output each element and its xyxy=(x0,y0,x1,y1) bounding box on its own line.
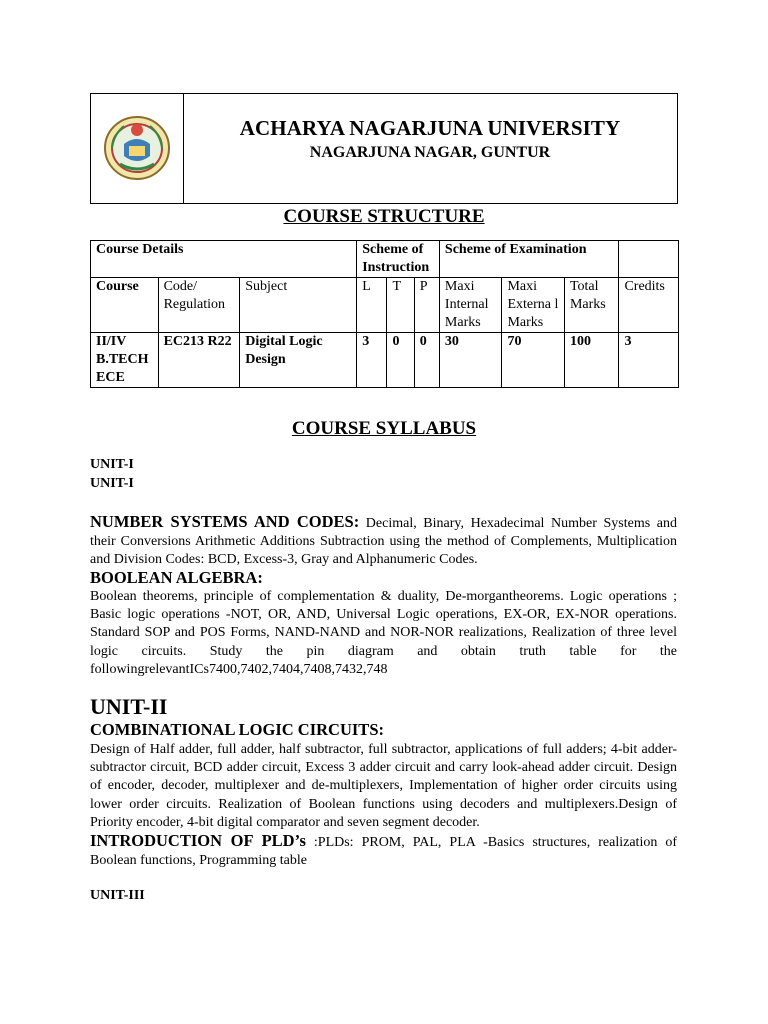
subject-column-header: Subject xyxy=(240,278,357,333)
empty-header-cell xyxy=(619,241,679,278)
course-structure-title: COURSE STRUCTURE xyxy=(283,206,485,227)
combinational-logic-title: COMBINATIONAL LOGIC CIRCUITS: xyxy=(90,720,384,739)
unit-1-label: UNIT-I xyxy=(90,457,134,472)
unit-2-title: UNIT-II xyxy=(90,694,168,719)
unit-1-label-repeat: UNIT-I xyxy=(90,476,134,491)
internal-marks-header: Maxi Internal Marks xyxy=(439,278,502,333)
t-value: 0 xyxy=(387,333,414,388)
university-name: ACHARYA NAGARJUNA UNIVERSITY xyxy=(239,116,621,140)
number-systems-text: Decimal, Binary, Hexadecimal Number Systems and their Conversions Arithmetic Additions Subtraction using the method of Complements, Multiplication and Division Codes: BCD, Excess-3, Gray and Alphanumeric Codes. xyxy=(90,516,677,568)
course-syllabus-title: COURSE SYLLABUS xyxy=(291,418,477,439)
l-column-header: L xyxy=(357,278,387,333)
course-details-header: Course Details xyxy=(91,241,357,278)
unit-3-label: UNIT-III xyxy=(90,888,145,903)
boolean-algebra-title: BOOLEAN ALGEBRA: xyxy=(90,568,263,587)
total-marks-value: 100 xyxy=(564,333,618,388)
code-column-header: Code/ Regulation xyxy=(158,278,240,333)
number-systems-title: NUMBER SYSTEMS AND CODES: xyxy=(90,512,360,531)
university-header xyxy=(90,93,678,204)
logo-cell xyxy=(91,94,184,203)
l-value: 3 xyxy=(357,333,387,388)
course-column-header: Course xyxy=(91,278,159,333)
credits-value: 3 xyxy=(619,333,679,388)
external-marks-value: 70 xyxy=(502,333,565,388)
p-value: 0 xyxy=(414,333,439,388)
scheme-examination-header: Scheme of Examination xyxy=(439,241,619,278)
university-location: NAGARJUNA NAGAR, GUNTUR xyxy=(309,144,551,161)
number-systems-paragraph xyxy=(90,513,677,570)
pld-text: :PLDs: PROM, PAL, PLA -Basics structures, realization of Boolean functions, Programming table xyxy=(90,835,678,869)
code-value: EC213 R22 xyxy=(158,333,240,388)
university-seal-icon xyxy=(96,114,178,182)
credits-header: Credits xyxy=(619,278,679,333)
t-column-header: T xyxy=(387,278,414,333)
subject-value: Digital Logic Design xyxy=(240,333,357,388)
pld-paragraph xyxy=(90,832,677,870)
total-marks-header: Total Marks xyxy=(564,278,618,333)
external-marks-header: Maxi Externa l Marks xyxy=(502,278,565,333)
p-column-header: P xyxy=(414,278,439,333)
scheme-instruction-header: Scheme of Instruction xyxy=(357,241,440,278)
boolean-algebra-text: Boolean theorems, principle of complementation & duality, De-morgantheorems. Logic operations ; Basic logic operations -NOT, OR, AND, Universal Logic operations, EX-OR, EX-NOR operations. Standard SOP and POS Forms, NAND-NAND and NOR-NOR realizations, Realization of three level logic circuits. Study the pin diagram and obtain truth table for the followingrelevantICs7400,7402,7404,7408,7432,748 xyxy=(90,589,677,677)
pld-title: INTRODUCTION OF PLD’s xyxy=(90,831,306,850)
combinational-logic-text: Design of Half adder, full adder, half subtractor, full subtractor, applications of full adders; 4-bit adder-subtractor circuit, BCD adder circuit, Excess 3 adder circuit and carry look-ahead adder circuit. Design of encoder, decoder, multiplexer and de-multiplexers, Implementation of higher order circuits using lower order circuits. Realization of Boolean functions using decoders and multiplexers.Design of Priority encoder, 4-bit digital comparator and seven segment decoder. xyxy=(90,742,677,830)
internal-marks-value: 30 xyxy=(439,333,502,388)
course-value: II/IV B.TECH ECE xyxy=(91,333,159,388)
course-structure-table xyxy=(90,240,679,388)
